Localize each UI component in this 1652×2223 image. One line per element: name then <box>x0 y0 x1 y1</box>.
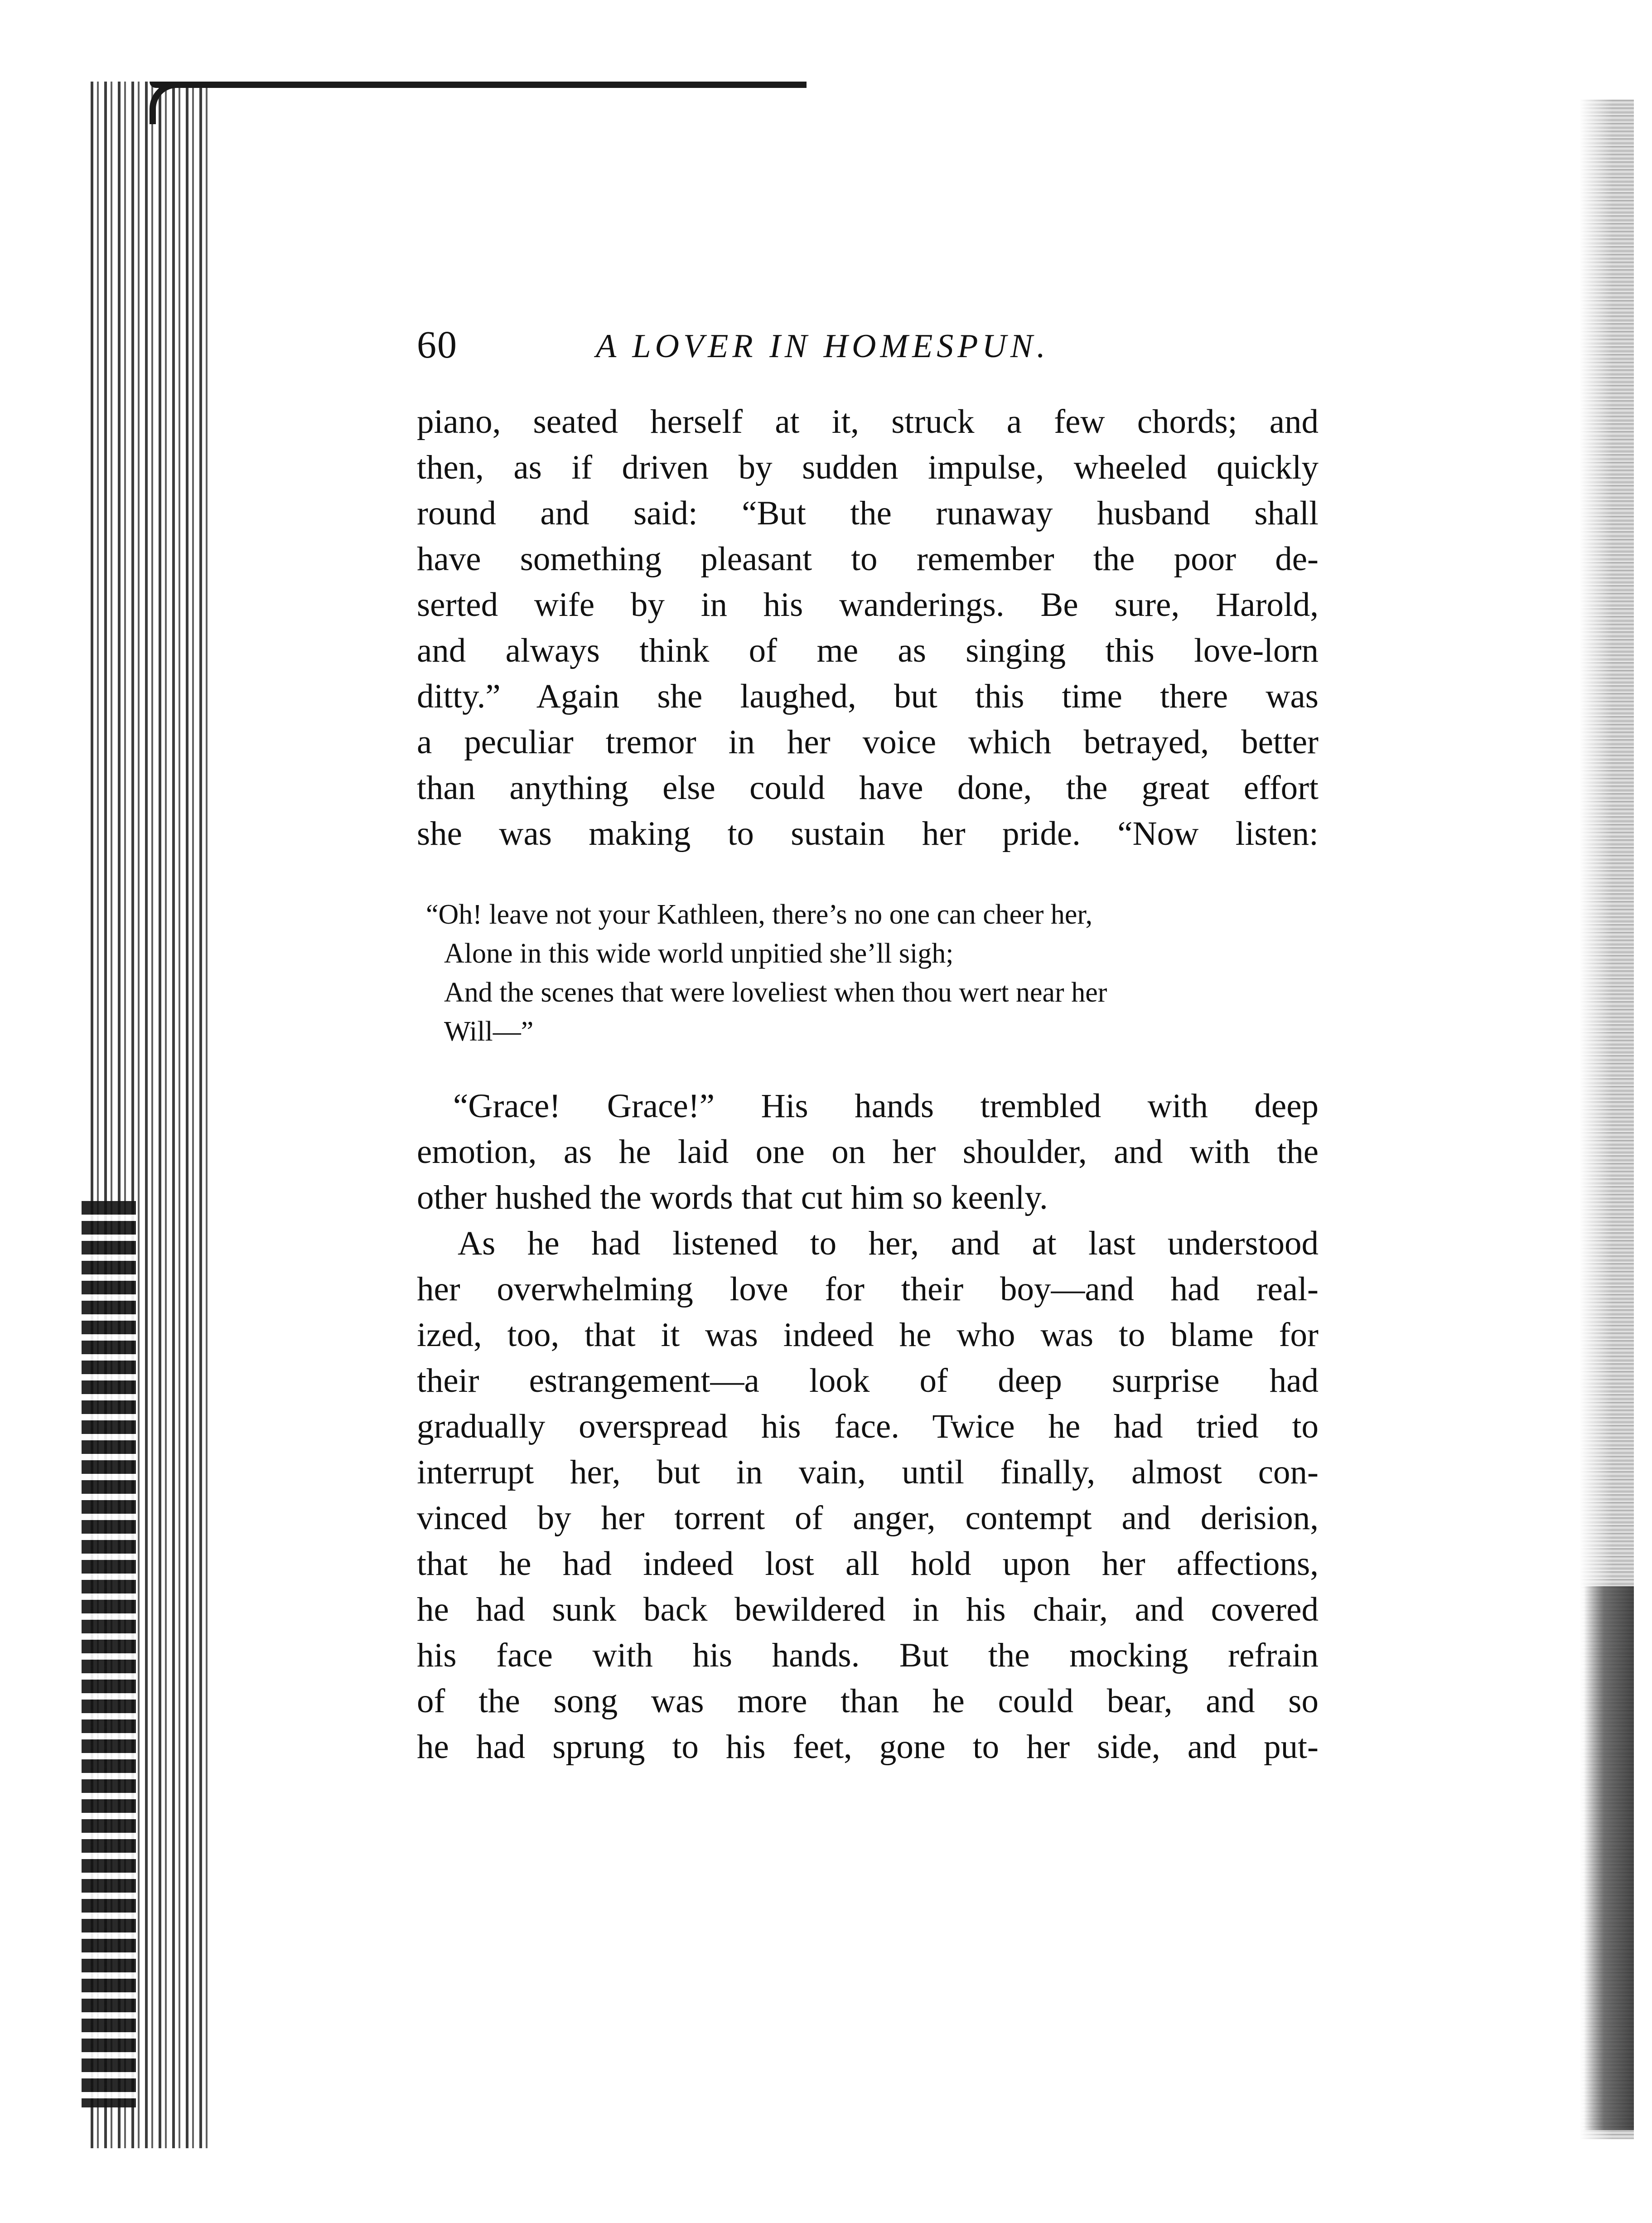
text-line: piano, seated herself at it, struck a few chords; and <box>417 403 1319 441</box>
text-line: other hushed the words that cut him so keenly. <box>417 1179 1048 1216</box>
paragraphs-2-3 <box>417 1083 1319 1770</box>
page-top-border <box>150 82 807 88</box>
verse-line: Alone in this wide world unpitied she’ll sigh; <box>444 938 954 969</box>
text-line: ized, too, that it was indeed he who was to blame for <box>417 1316 1319 1354</box>
text-line: their estrangement—a look of deep surprise had <box>417 1362 1319 1400</box>
text-line: than anything else could have done, the great effort <box>417 769 1319 807</box>
paragraph-1 <box>417 399 1319 857</box>
verse-line: “Oh! leave not your Kathleen, there’s no one can cheer her, <box>426 899 1093 930</box>
text-line: have something pleasant to remember the poor de- <box>417 540 1319 578</box>
text-line: As he had listened to her, and at last understood <box>458 1225 1319 1262</box>
verse-line: Will—” <box>444 1016 534 1047</box>
verse-line: And the scenes that were loveliest when thou wert near her <box>444 977 1107 1008</box>
text-line: emotion, as he laid one on her shoulder, and with the <box>417 1133 1319 1171</box>
text-line: then, as if driven by sudden impulse, wheeled quickly <box>417 449 1319 486</box>
text-line: and always think of me as singing this love-lorn <box>417 632 1319 669</box>
right-page-edge-shadow <box>1584 1586 1634 2130</box>
running-title: A LOVER IN HOMESPUN. <box>596 328 1049 365</box>
text-line: her overwhelming love for their boy—and had real- <box>417 1270 1319 1308</box>
text-line: vinced by her torrent of anger, contempt and derision, <box>417 1499 1319 1537</box>
text-line: “Grace! Grace!” His hands trembled with deep <box>453 1087 1319 1125</box>
text-line: interrupt her, but in vain, until finally, almost con- <box>417 1453 1319 1491</box>
text-line: that he had indeed lost all hold upon her affections, <box>417 1545 1319 1583</box>
text-line: round and said: “But the runaway husband shall <box>417 494 1319 532</box>
text-line: serted wife by in his wanderings. Be sure, Harold, <box>417 586 1319 624</box>
text-line: of the song was more than he could bear, and so <box>417 1682 1319 1720</box>
text-line: his face with his hands. But the mocking refrain <box>417 1637 1319 1674</box>
binding-shadow-marks <box>82 1201 136 2107</box>
text-line: ditty.” Again she laughed, but this time there was <box>417 678 1319 715</box>
text-line: he had sprung to his feet, gone to her side, and put- <box>417 1728 1319 1766</box>
text-line: he had sunk back bewildered in his chair, and covered <box>417 1591 1319 1628</box>
text-line: a peculiar tremor in her voice which betrayed, better <box>417 723 1319 761</box>
song-verse <box>426 895 1314 1051</box>
page-header <box>417 317 1314 376</box>
text-line: she was making to sustain her pride. “Now listen: <box>417 815 1319 852</box>
page-number: 60 <box>417 323 458 366</box>
text-line: gradually overspread his face. Twice he had tried to <box>417 1408 1319 1445</box>
